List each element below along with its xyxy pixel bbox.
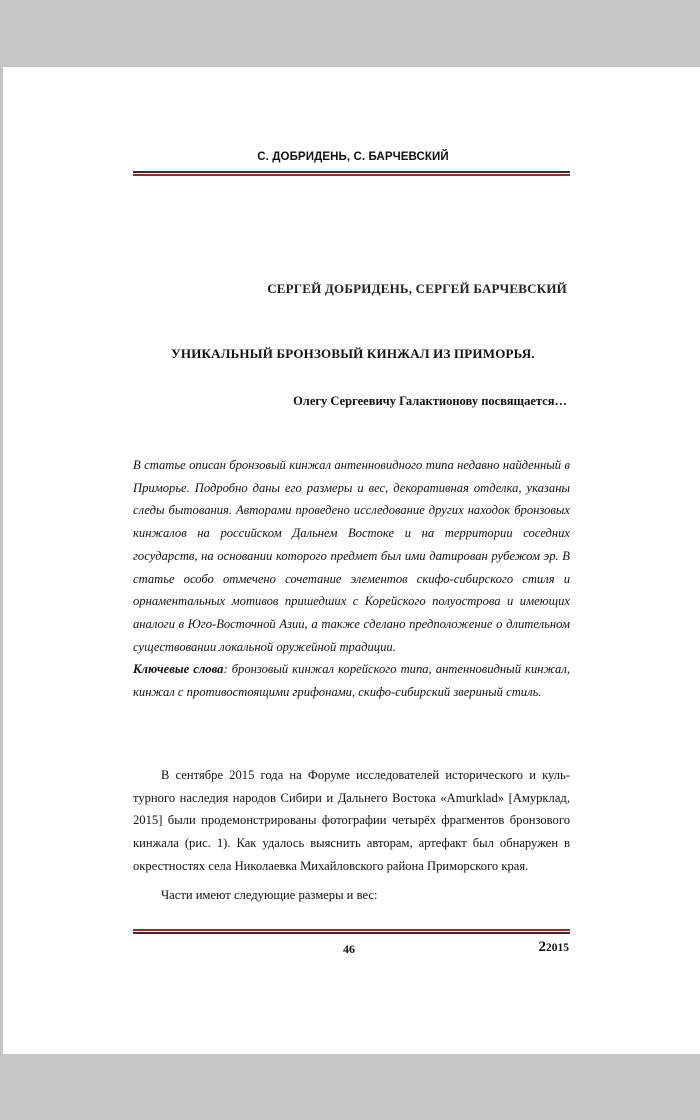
article-authors: СЕРГЕЙ ДОБРИДЕНЬ, СЕРГЕЙ БАРЧЕВСКИЙ [267,281,567,296]
keywords-label: Ключевые слова [133,662,224,677]
abstract-text: В статье описан бронзовый кинжал антенновидного типа недавно найденный в Приморье. Подробно даны его размеры и вес, декоративная отделка, указаны следы бытования. Авторами проведено исследование других находок бронзовых кинжалов на российском Дальнем Востоке и на территории соседних государств, на основании которого предмет был ими датирован рубежом эр. В статье особо отмечено сочетание элементов скифо-сибирского стиля и орнаментальных мотивов пришедших с Корейского полуострова и имеющих аналоги в Юго-Восточной Азии, а также сделано предположение о длительном существовании локальной оружейной традиции. [133,458,570,654]
header-rule-bottom [133,174,570,176]
issue-year: 2015 [546,942,569,954]
article-title: УНИКАЛЬНЫЙ БРОНЗОВЫЙ КИНЖАЛ ИЗ ПРИМОРЬЯ. [171,346,535,361]
body-paragraph: В сентябре 2015 года на Форуме исследователей исторического и культурного наследия народов Сибири и Дальнего Востока «Amurklad» [Амурклад, 2015] были продемонстрированы фотографии четырёх фрагментов бронзового кинжала (рис. 1). Как удалось выяснить авторам, артефакт был обнаружен в окрестностях села Николаевка Михайловского района Приморского края. [133,768,570,873]
running-header: С. ДОБРИДЕНЬ, С. БАРЧЕВСКИЙ [257,151,449,163]
issue-label [539,939,570,956]
body-paragraph: Части имеют следующие размеры и вес: [161,887,378,902]
issue-number: 2 [538,939,546,955]
dedication: Олегу Сергеевичу Галактионову посвящается… [293,394,567,408]
page-number: 46 [343,942,355,956]
body-text [133,764,570,906]
document-page [3,67,700,1054]
keywords-text: : бронзовый кинжал корейского типа, антенновидный кинжал, кинжал с противостоящими грифонами, скифо-сибирский звериный стиль. [133,662,570,700]
keywords [133,658,570,703]
abstract [133,454,570,704]
footer-rule-bottom [133,932,570,934]
footer-rule-top [133,929,570,931]
header-rule-top [133,171,570,173]
